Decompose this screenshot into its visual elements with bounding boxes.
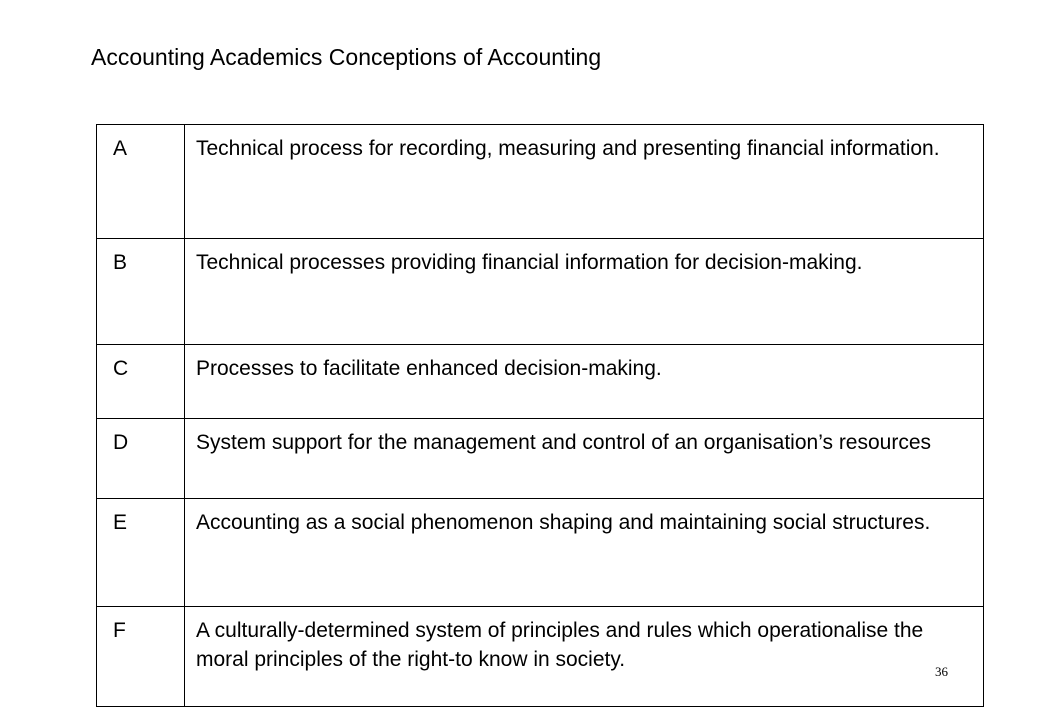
row-description: Technical processes providing financial information for decision-making.: [185, 239, 984, 345]
row-letter: A: [97, 125, 185, 239]
row-description: System support for the management and control of an organisation’s resources: [185, 419, 984, 499]
page-title: Accounting Academics Conceptions of Accounting: [91, 44, 602, 70]
row-letter: C: [97, 345, 185, 419]
row-letter: F: [97, 607, 185, 707]
table-row: [97, 239, 984, 345]
row-letter: D: [97, 419, 185, 499]
table-row: [97, 345, 984, 419]
table-row: [97, 607, 984, 707]
table-row: [97, 499, 984, 607]
conceptions-table: [96, 124, 984, 707]
table-row: [97, 125, 984, 239]
row-description: Accounting as a social phenomenon shaping and maintaining social structures.: [185, 499, 984, 607]
row-description: A culturally-determined system of principles and rules which operationalise the moral principles of the right-to know in society.: [185, 607, 984, 707]
table-row: [97, 419, 984, 499]
page-number: 36: [935, 664, 948, 679]
row-description: Processes to facilitate enhanced decision-making.: [185, 345, 984, 419]
row-letter: E: [97, 499, 185, 607]
row-letter: B: [97, 239, 185, 345]
row-description: Technical process for recording, measuring and presenting financial information.: [185, 125, 984, 239]
